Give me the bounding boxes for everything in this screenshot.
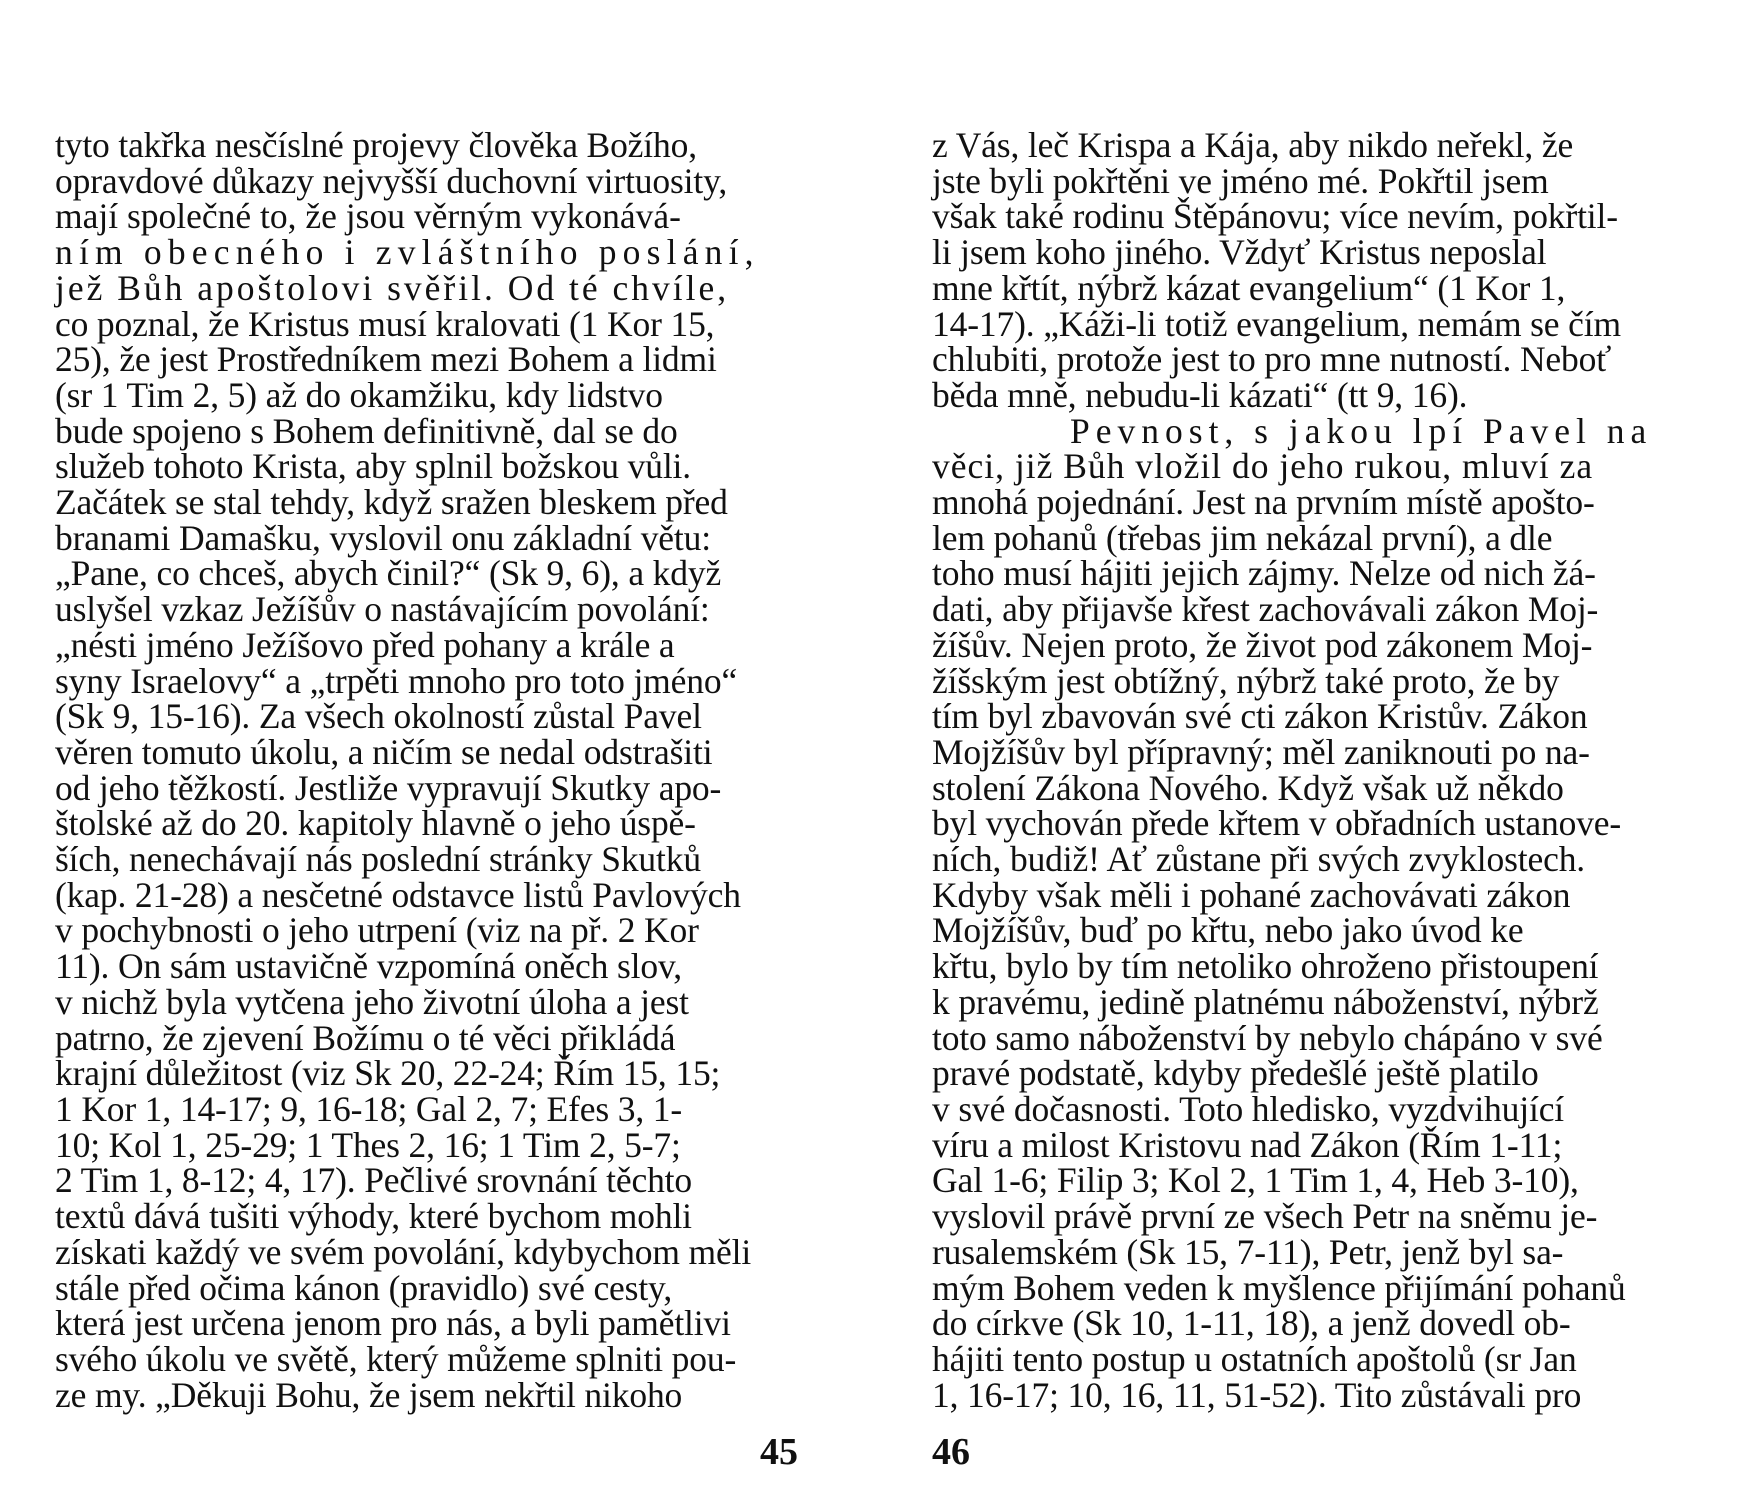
text-line: věci, již Bůh vložil do jeho rukou, mluví za [932, 446, 1594, 487]
text-line: Kdyby však měli i pohané zachovávati zákon [932, 874, 1571, 915]
text-line: ze my. „Děkuji Bohu, že jsem nekřtil nikoho [55, 1374, 683, 1415]
text-line: získati každý ve svém povolání, kdybychom měli [55, 1231, 752, 1272]
left-page-text [55, 125, 815, 1415]
text-line: „nésti jméno Ježíšovo před pohany a krále a [55, 624, 675, 665]
text-line: jež Bůh apoštolovi svěřil. Od té chvíle, [55, 267, 730, 308]
text-line: běda mně, nebudu-li kázati“ (tt 9, 16). [932, 374, 1468, 415]
text-line: víru a milost Kristovu nad Zákon (Řím 1-11; [932, 1124, 1563, 1165]
text-line: stále před očima kánon (pravidlo) své cesty, [55, 1267, 673, 1308]
text-line: hájiti tento postup u ostatních apoštolů (sr Jan [932, 1338, 1577, 1379]
text-line: 25), že jest Prostředníkem mezi Bohem a lidmi [55, 339, 717, 380]
text-line: syny Israelovy“ a „trpěti mnoho pro toto jméno“ [55, 660, 738, 701]
text-line: křtu, bylo by tím netoliko ohroženo přistoupení [932, 946, 1599, 987]
text-line: tyto takřka nesčíslné projevy člověka Božího, [55, 125, 697, 165]
text-line: mým Bohem veden k myšlence přijímání pohanů [932, 1267, 1626, 1308]
page-number-right: 46 [932, 1431, 970, 1473]
text-line: služeb tohoto Krista, aby splnil božskou vůli. [55, 446, 691, 487]
text-line: toto samo náboženství by nebylo chápáno v své [932, 1017, 1603, 1058]
text-line: bude spojeno s Bohem definitivně, dal se do [55, 410, 678, 451]
text-line: žíšským jest obtížný, nýbrž také proto, že by [932, 660, 1560, 701]
text-line: „Pane, co chceš, abych činil?“ (Sk 9, 6), a když [55, 553, 722, 594]
text-line: ních, budiž! Ať zůstane při svých zvyklostech. [932, 839, 1586, 880]
text-line: mne křtít, nýbrž kázat evangelium“ (1 Kor 1, [932, 267, 1566, 308]
text-line: rusalemském (Sk 15, 7-11), Petr, jenž byl sa- [932, 1231, 1564, 1272]
text-line: opravdové důkazy nejvyšší duchovní virtuosity, [55, 160, 728, 201]
text-line: vyslovil právě první ze všech Petr na sněmu je- [932, 1196, 1598, 1237]
text-line: (sr 1 Tim 2, 5) až do okamžiku, kdy lidstvo [55, 374, 663, 415]
text-line: textů dává tušiti výhody, které bychom mohli [55, 1196, 692, 1237]
text-line: uslyšel vzkaz Ježíšův o nastávajícím povolání: [55, 589, 710, 630]
text-line: li jsem koho jiného. Vždyť Kristus neposlal [932, 232, 1547, 273]
text-line: (kap. 21-28) a nesčetné odstavce listů Pavlových [55, 874, 741, 915]
text-line: chlubiti, protože jest to pro mne nutností. Neboť [932, 339, 1612, 380]
text-line: v nichž byla vytčena jeho životní úloha a jest [55, 981, 689, 1022]
text-line: (Sk 9, 15-16). Za všech okolností zůstal Pavel [55, 696, 702, 737]
text-line: krajní důležitost (viz Sk 20, 22-24; Řím 15, 15; [55, 1053, 721, 1094]
text-line: tím byl zbavován své cti zákon Kristův. Zákon [932, 696, 1588, 737]
text-line: 2 Tim 1, 8-12; 4, 17). Pečlivé srovnání těchto [55, 1160, 692, 1201]
text-line: jste byli pokřtěni ve jméno mé. Pokřtil jsem [932, 160, 1549, 201]
page-number-left: 45 [760, 1431, 798, 1473]
text-line: věren tomuto úkolu, a ničím se nedal odstrašiti [55, 731, 713, 772]
text-line: Začátek se stal tehdy, když sražen bleskem před [55, 482, 728, 523]
text-line: 1, 16-17; 10, 16, 11, 51-52). Tito zůstávali pro [932, 1374, 1582, 1415]
text-line: ním obecného i zvláštního poslání, [55, 232, 760, 273]
text-line: svého úkolu ve světě, který můžeme splniti pou- [55, 1338, 737, 1379]
text-line: k pravému, jedině platnému náboženství, nýbrž [932, 981, 1599, 1022]
text-line: štolské až do 20. kapitoly hlavně o jeho úspě- [55, 803, 696, 844]
text-line: v své dočasnosti. Toto hledisko, vyzdvihující [932, 1088, 1565, 1129]
text-line: co poznal, že Kristus musí kralovati (1 Kor 15, [55, 303, 715, 344]
text-line: branami Damašku, vyslovil onu základní větu: [55, 517, 711, 558]
text-line: Mojžíšův byl přípravný; měl zaniknouti po na- [932, 731, 1590, 772]
text-line: mají společné to, že jsou věrným vykonává- [55, 196, 681, 237]
text-line: Pevnost, s jakou lpí Pavel na [1070, 410, 1653, 451]
text-line: Gal 1-6; Filip 3; Kol 2, 1 Tim 1, 4, Heb 3-10), [932, 1160, 1579, 1201]
text-line: 10; Kol 1, 25-29; 1 Thes 2, 16; 1 Tim 2, 5-7; [55, 1124, 681, 1165]
text-line: lem pohanů (třebas jim nekázal první), a dle [932, 517, 1553, 558]
text-line: pravé podstatě, kdyby předešlé ještě platilo [932, 1053, 1539, 1094]
text-line: mnohá pojednání. Jest na prvním místě apošto- [932, 482, 1595, 523]
text-line: z Vás, leč Krispa a Kája, aby nikdo neřekl, že [932, 125, 1574, 165]
text-line: 11). On sám ustavičně vzpomíná oněch slov, [55, 946, 682, 987]
text-line: patrno, že zjevení Božímu o té věci přikládá [55, 1017, 676, 1058]
text-line: která jest určena jenom pro nás, a byli pamětlivi [55, 1303, 731, 1344]
text-line: od jeho těžkostí. Jestliže vypravují Skutky apo- [55, 767, 722, 808]
text-line: Mojžíšův, buď po křtu, nebo jako úvod ke [932, 910, 1524, 951]
text-line: do církve (Sk 10, 1-11, 18), a jenž dovedl ob- [932, 1303, 1571, 1344]
text-line: dati, aby přijavše křest zachovávali zákon Moj- [932, 589, 1599, 630]
text-line: však také rodinu Štěpánovu; více nevím, pokřtil- [932, 196, 1618, 237]
text-line: v pochybnosti o jeho utrpení (viz na př. 2 Kor [55, 910, 699, 951]
text-line: stolení Zákona Nového. Když však už někdo [932, 767, 1564, 808]
right-page-text [932, 125, 1697, 1415]
text-line: byl vychován přede křtem v obřadních ustanove- [932, 803, 1622, 844]
text-line: toho musí hájiti jejich zájmy. Nelze od nich žá- [932, 553, 1596, 594]
text-line: 14-17). „Káži-li totiž evangelium, nemám se čím [932, 303, 1621, 344]
text-line: žíšův. Nejen proto, že život pod zákonem Moj- [932, 624, 1593, 665]
text-line: 1 Kor 1, 14-17; 9, 16-18; Gal 2, 7; Efes 3, 1- [55, 1088, 683, 1129]
text-line: ších, nenechávají nás poslední stránky Skutků [55, 839, 701, 880]
